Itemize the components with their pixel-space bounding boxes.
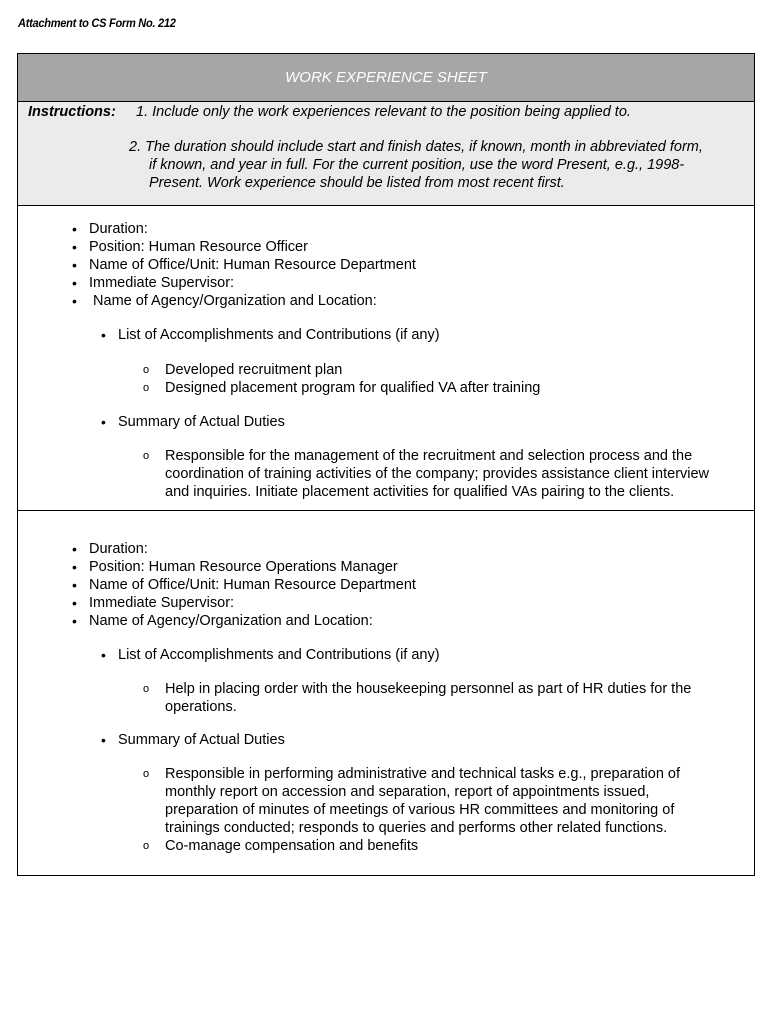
attachment-label: Attachment to CS Form No. 212 [18, 16, 176, 30]
entry-2-accomplishments [143, 680, 733, 716]
field-text: Position: Human Resource Officer [89, 239, 308, 255]
bullet-icon: • [72, 221, 77, 237]
circle-bullet-icon: o [143, 768, 150, 780]
entry-1-fields [72, 220, 416, 310]
bullet-icon: • [72, 595, 77, 611]
accomplishments-label: List of Accomplishments and Contributions (if any) [118, 647, 440, 663]
entry-1-duties-heading [101, 413, 285, 431]
work-entry-1 [18, 207, 754, 511]
duty-text: Responsible for the management of the recruitment and selection process and the coordination of training activities of the company; provides assistance client interview and inquiries. Initiate placement activities for qualified VAs pairing to the clients. [165, 448, 710, 500]
instructions-block [18, 102, 754, 206]
instruction-1 [136, 104, 631, 120]
bullet-icon: • [72, 613, 77, 629]
entry-2-field-agency [72, 612, 416, 630]
circle-bullet-icon: o [143, 840, 150, 852]
bullet-icon: • [72, 577, 77, 593]
entry-2-duties-heading [101, 731, 285, 749]
circle-bullet-icon: o [143, 450, 150, 462]
entry-2-accomplishments-heading [101, 646, 440, 664]
field-text: Name of Office/Unit: Human Resource Department [89, 257, 416, 273]
accomplishment-text: Developed recruitment plan [165, 362, 343, 378]
circle-bullet-icon: o [143, 382, 150, 394]
bullet-icon: • [72, 541, 77, 557]
field-text: Position: Human Resource Operations Manager [89, 559, 398, 575]
bullet-icon: • [101, 647, 106, 663]
bullet-icon: • [101, 414, 106, 430]
instruction-2-line-3: Present. Work experience should be listed from most recent first. [149, 175, 565, 191]
accomplishment-text: Designed placement program for qualified VA after training [165, 380, 541, 396]
instruction-2-line-1: The duration should include start and finish dates, if known, month in abbreviated form, [145, 139, 703, 155]
field-text: Name of Agency/Organization and Location: [89, 293, 377, 309]
field-text: Name of Office/Unit: Human Resource Department [89, 577, 416, 593]
entry-2-duties [143, 765, 725, 855]
field-text: Duration: [89, 221, 148, 237]
entry-1-field-agency [72, 292, 416, 310]
entry-1-accomplishments [143, 361, 735, 397]
entry-1-field-supervisor [72, 274, 416, 292]
entry-2-field-office [72, 576, 416, 594]
instruction-2 [129, 138, 749, 192]
bullet-icon: • [101, 732, 106, 748]
duties-label: Summary of Actual Duties [118, 414, 285, 430]
entry-2-fields [72, 540, 416, 630]
entry-2-field-duration [72, 540, 416, 558]
duty-text: Responsible in performing administrative and technical tasks e.g., preparation of monthly report on accession and separation, report of appointments issued, preparation of minutes of meetings of various HR committees and monitoring of trainings conducted; responds to queries and performs other related functions. [165, 766, 681, 836]
entry-2-field-supervisor [72, 594, 416, 612]
list-item [143, 837, 725, 855]
field-text: Name of Agency/Organization and Location: [89, 613, 373, 629]
bullet-icon: • [72, 293, 77, 309]
instruction-2-line-2: if known, and year in full. For the current position, use the word Present, e.g., 1998- [149, 157, 685, 173]
work-entry-2 [18, 512, 754, 875]
bullet-icon: • [72, 257, 77, 273]
circle-bullet-icon: o [143, 683, 150, 695]
circle-bullet-icon: o [143, 364, 150, 376]
instructions-label: Instructions: [28, 104, 116, 120]
work-experience-sheet [17, 53, 755, 876]
instruction-2-number: 2. [129, 139, 142, 155]
field-text: Immediate Supervisor: [89, 275, 235, 291]
entry-2-field-position [72, 558, 416, 576]
entry-1-field-office [72, 256, 416, 274]
bullet-icon: • [72, 239, 77, 255]
duties-label: Summary of Actual Duties [118, 732, 285, 748]
list-item [101, 731, 285, 749]
entry-1-duties [143, 447, 733, 501]
field-text: Duration: [89, 541, 148, 557]
entry-1-accomplishments-heading [101, 326, 440, 344]
list-item [101, 413, 285, 431]
bullet-icon: • [101, 327, 106, 343]
list-item [101, 326, 440, 344]
sheet-title-bar [18, 54, 754, 102]
list-item [143, 680, 733, 716]
entry-1-field-position [72, 238, 416, 256]
list-item [143, 379, 735, 397]
instruction-1-number: 1. [136, 104, 149, 120]
bullet-icon: • [72, 559, 77, 575]
accomplishments-label: List of Accomplishments and Contributions (if any) [118, 327, 440, 343]
accomplishment-text: Help in placing order with the housekeeping personnel as part of HR duties for the operations. [165, 681, 692, 715]
bullet-icon: • [72, 275, 77, 291]
list-item [143, 447, 733, 501]
instruction-1-text: Include only the work experiences relevant to the position being applied to. [152, 104, 631, 120]
sheet-title: WORK EXPERIENCE SHEET [285, 69, 487, 86]
list-item [143, 361, 735, 379]
entry-1-field-duration [72, 220, 416, 238]
duty-text: Co-manage compensation and benefits [165, 838, 419, 854]
list-item [143, 765, 725, 837]
field-text: Immediate Supervisor: [89, 595, 235, 611]
list-item [101, 646, 440, 664]
